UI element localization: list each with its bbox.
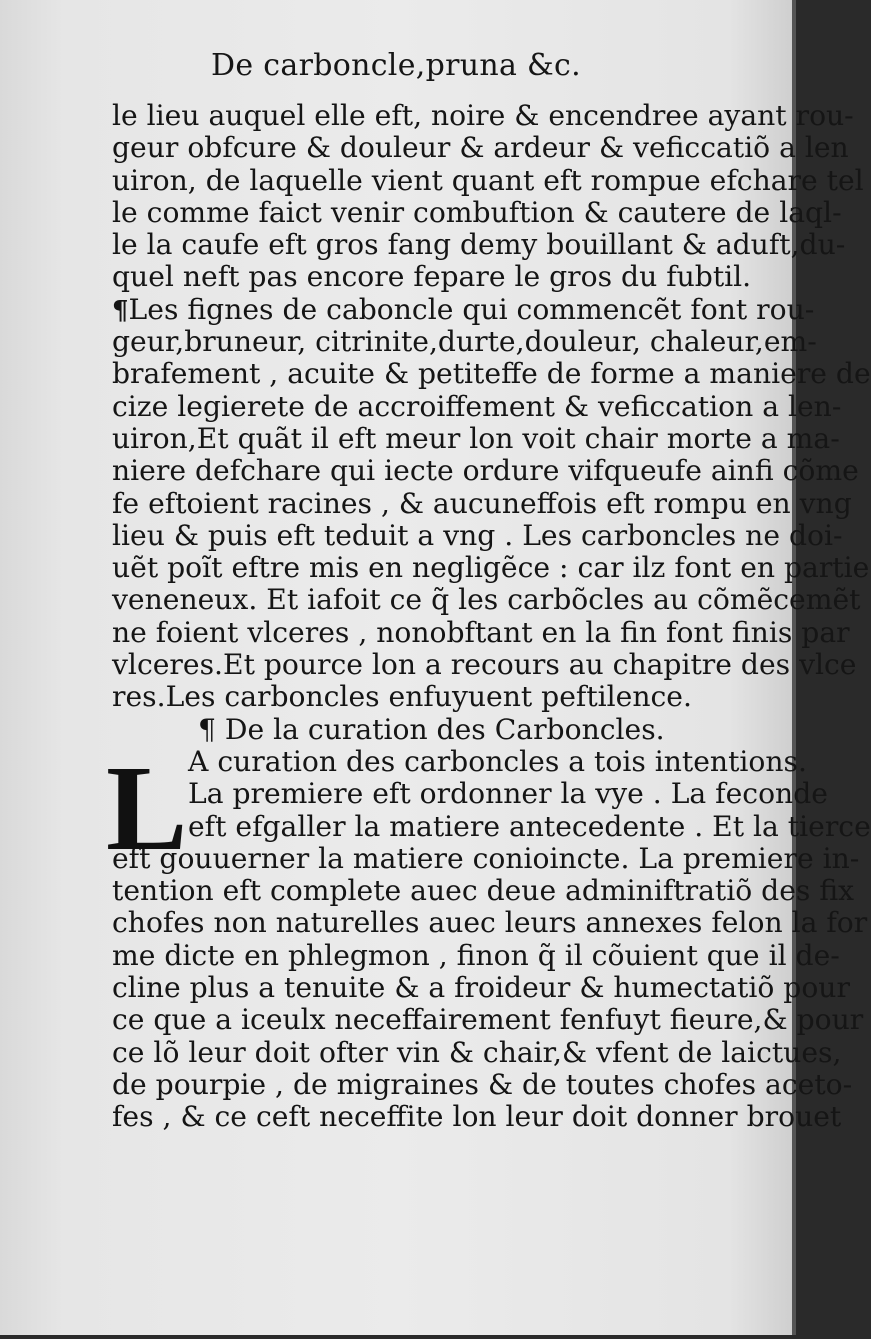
text-line: le comme faict venir combuftion & cautere de laql- (112, 195, 842, 229)
text-line: cline plus a tenuite & a froideur & humectatiõ pour (112, 971, 850, 1005)
paragraph-1 (112, 99, 864, 294)
text-line: le lieu auquel elle eft, noire & encendree ayant rou- (112, 99, 854, 132)
text-line: uiron,Et quãt il eft meur lon voit chair morte a ma- (112, 421, 840, 455)
text-line: veneneux. Et iafoit ce q̃ les carbõcles au cõmẽcemẽt (112, 583, 861, 617)
text-line: fes , & ce ceft neceffite lon leur doit donner brouet (112, 1100, 842, 1134)
text-line: ce que a iceulx neceffairement fenfuyt fieure,& pour (112, 1003, 864, 1037)
text-line-content: Les fignes de caboncle qui commencẽt font rou- (128, 292, 815, 326)
drop-capital: L (106, 740, 188, 876)
text-line: geur obfcure & douleur & ardeur & veficcatiõ a len (112, 131, 849, 165)
section-heading: ¶ De la curation des Carboncles. (198, 712, 665, 746)
pilcrow-mark: ¶ (112, 295, 129, 326)
text-line: vlceres.Et pource lon a recours au chapitre des vlce (112, 648, 857, 682)
text-line: quel neft pas encore fepare le gros du fubtil. (112, 260, 752, 294)
text-line: ne foient vlceres , nonobftant en la fin font finis par (112, 615, 850, 649)
text-line: A curation des carboncles a tois intentions. (188, 744, 807, 778)
text-line: chofes non naturelles auec leurs annexes felon la for (112, 906, 868, 940)
body-text (106, 99, 871, 1134)
text-line: niere defchare qui iecte ordure vifqueufe ainfi cõme (112, 454, 859, 488)
text-line: brafement , acuite & petiteffe de forme a maniere de (112, 357, 871, 391)
text-line: de pourpie , de migraines & de toutes chofes aceto- (112, 1067, 853, 1101)
text-line: cize legierete de accroiffement & veficcation a len- (112, 389, 842, 423)
paragraph-3 (112, 841, 868, 1134)
text-line: geur,bruneur, citrinite,durte,douleur, chaleur,em- (112, 325, 817, 359)
text-line: res.Les carboncles enfuyuent peftilence. (112, 680, 692, 714)
text-line: me dicte en phlegmon , finon q̃ il cõuient que il de- (112, 938, 840, 972)
text-line: uẽt poĩt eftre mis en negligẽce : car ilz font en partie (112, 551, 870, 585)
text-line: tention eft complete auec deue adminiftratiõ des fix (112, 874, 855, 908)
text-line: eft efgaller la matiere antecedente . Et la tierce (188, 809, 871, 843)
text-line: le la caufe eft gros fang demy bouillant & aduft,du- (112, 228, 846, 262)
dropcap-lines (112, 744, 871, 843)
text-line: fe eftoient racines , & aucuneffois eft rompu en vng (112, 486, 852, 520)
text-line: ce lõ leur doit ofter vin & chair,& vfent de laictues, (112, 1035, 842, 1069)
text-line: lieu & puis eft teduit a vng . Les carboncles ne doi- (112, 518, 843, 552)
text-line: La premiere eft ordonner la vye . La feconde (188, 777, 828, 811)
text-line (112, 292, 815, 326)
paragraph-2 (112, 292, 871, 714)
text-line: uiron, de laquelle vient quant eft rompue efchare tel (112, 163, 864, 197)
running-header: De carboncle,pruna &c. (211, 48, 581, 83)
text-line: eft gouuerner la matiere conioincte. La premiere in- (112, 841, 860, 875)
